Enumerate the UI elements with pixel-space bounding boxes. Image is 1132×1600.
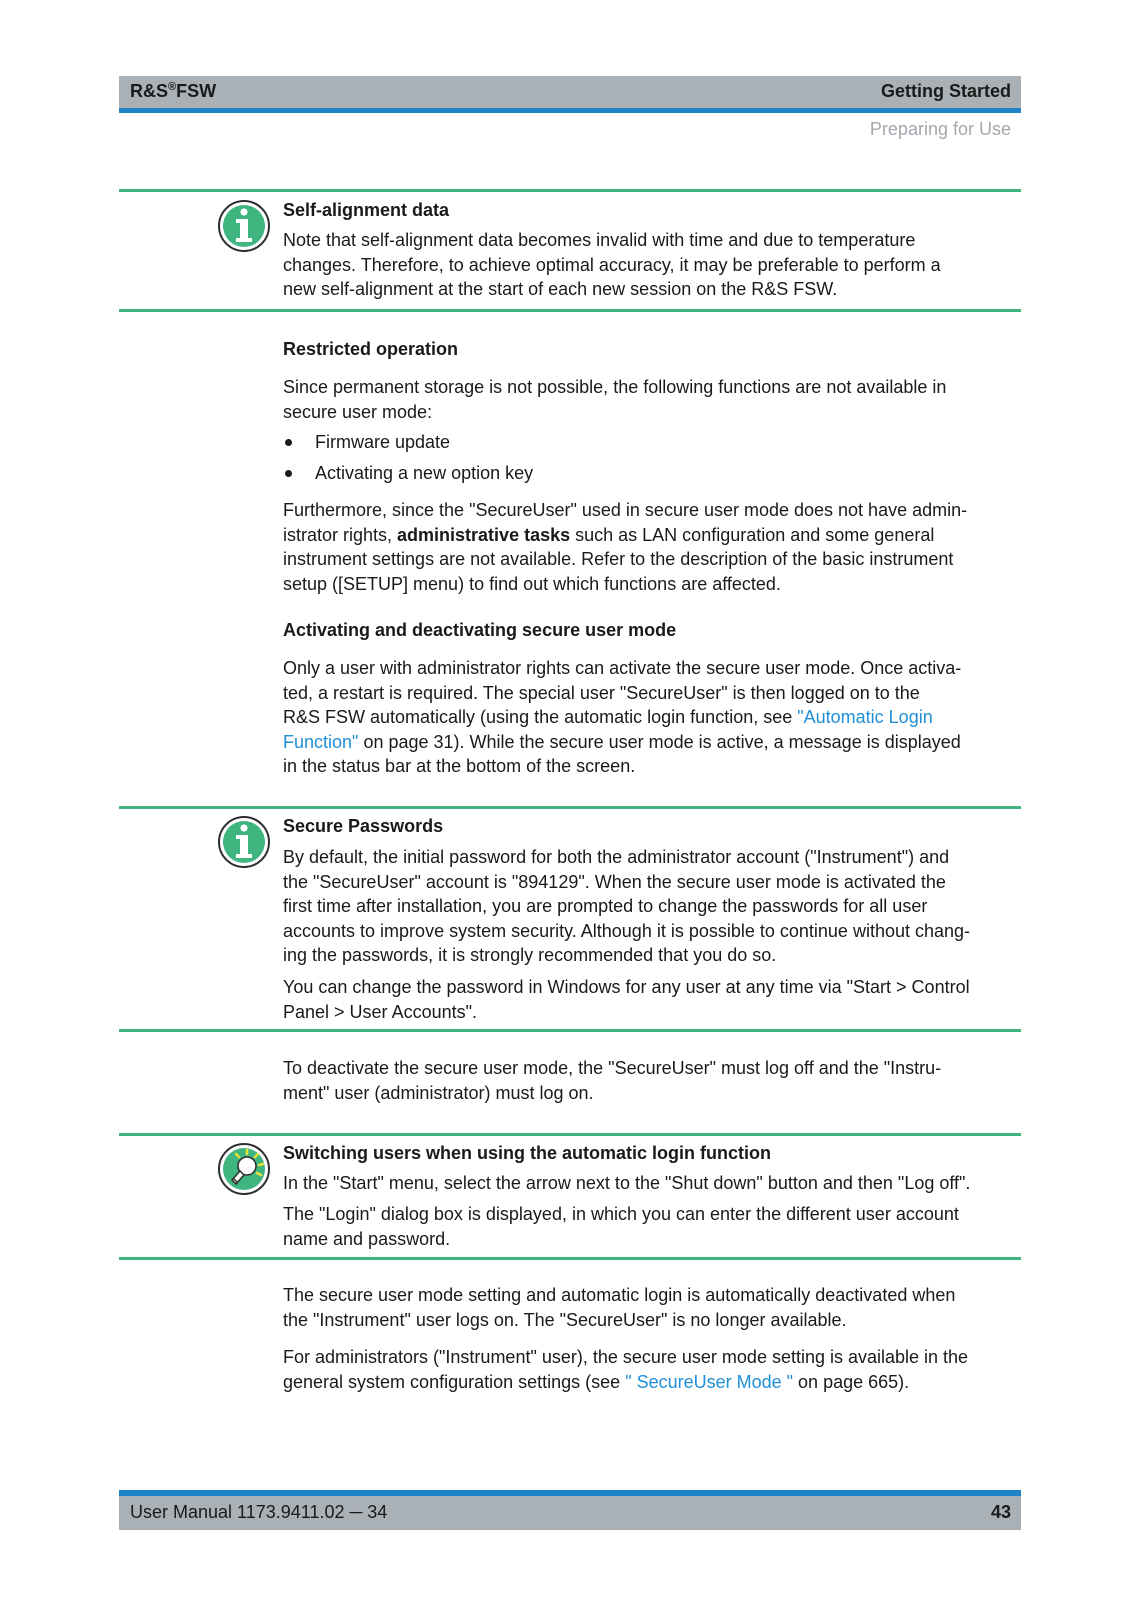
note-text: Note that self-alignment data becomes invalid with time and due to temperature changes. Therefore, to achieve optimal accuracy, it may be preferable to perform a new self-alignment at the start of each new session on the R&S FSW. [283,230,941,299]
note-title: Self-alignment data [283,200,450,220]
note-text: You can change the password in Windows for any user at any time via "Start > Control Panel > User Accounts". [283,977,970,1022]
paragraph: The secure user mode setting and automatic login is automatically deactivated when the "Instrument" user logs on. The "SecureUser" is no longer available. [283,1285,956,1330]
automatic-login-link[interactable]: "Automatic Login [797,707,933,727]
automatic-login-link[interactable]: Function" [283,731,359,752]
paragraph: To deactivate the secure user mode, the "SecureUser" must log off and the "Instru- ment" user (administrator) must log on. [283,1058,942,1103]
chapter-title: Getting Started [880,81,1011,101]
page-number: 43 [990,1502,1011,1522]
bullet-icon [285,439,292,446]
tip-text: In the "Start" menu, select the arrow next to the "Shut down" button and then "Log off". [283,1173,971,1193]
paragraph: For administrators ("Instrument" user), the secure user mode setting is available in the general system configuration settings (see " SecureUser Mode " on page 665). [283,1347,969,1392]
paragraph: Only a user with administrator rights can activate the secure user mode. Once activa- ted, a restart is required. The special user "SecureUser" is then logged on to the R&S FSW automatically (using the automatic login function, see "Automatic Login Function" on page 31). While the secure user mode is active, a message is displayed in the status bar at the bottom of the screen. [283,658,962,776]
tip-bottom-rule [119,1257,1021,1260]
header-accent-line [119,108,1021,113]
info-icon [217,199,271,253]
tip-text: The "Login" dialog box is displayed, in which you can enter the different user account name and password. [283,1204,959,1249]
product-name: R&S®FSW [130,81,217,101]
section-heading: Activating and deactivating secure user mode [283,620,677,640]
section-heading: Restricted operation [283,339,459,359]
tip-title: Switching users when using the automatic login function [283,1143,772,1163]
paragraph: Furthermore, since the "SecureUser" used in secure user mode does not have admin- istrator rights, administrative tasks such as LAN configuration and some general instrument settings are not available. Refer to the description of the basic instrument setup ([SETUP] menu) to find out which functions are affected. [283,500,968,594]
note-top-rule [119,189,1021,192]
note-text: By default, the initial password for both the administrator account ("Instrument") and the "SecureUser" account is "894129". When the secure user mode is activated the first time after installation, you are prompted to change the passwords for all user accounts to improve system security. Although it is possible to continue without chang- ing the passwords, it is strongly recommended that you do so. [283,847,971,965]
tip-top-rule [119,1133,1021,1136]
note-bottom-rule [119,1029,1021,1032]
manual-number: User Manual 1173.9411.02 ─ 34 [130,1502,388,1522]
note-bottom-rule [119,309,1021,312]
secureuser-mode-link[interactable]: " SecureUser Mode " [625,1371,794,1392]
note-title: Secure Passwords [283,816,444,836]
info-icon [217,815,271,869]
paragraph: Since permanent storage is not possible, the following functions are not available in secure user mode: [283,377,947,422]
note-top-rule [119,806,1021,809]
bullet-icon [285,470,292,477]
lightbulb-icon [217,1142,271,1196]
section-title: Preparing for Use [869,119,1011,139]
bold-term: administrative tasks [397,524,571,545]
